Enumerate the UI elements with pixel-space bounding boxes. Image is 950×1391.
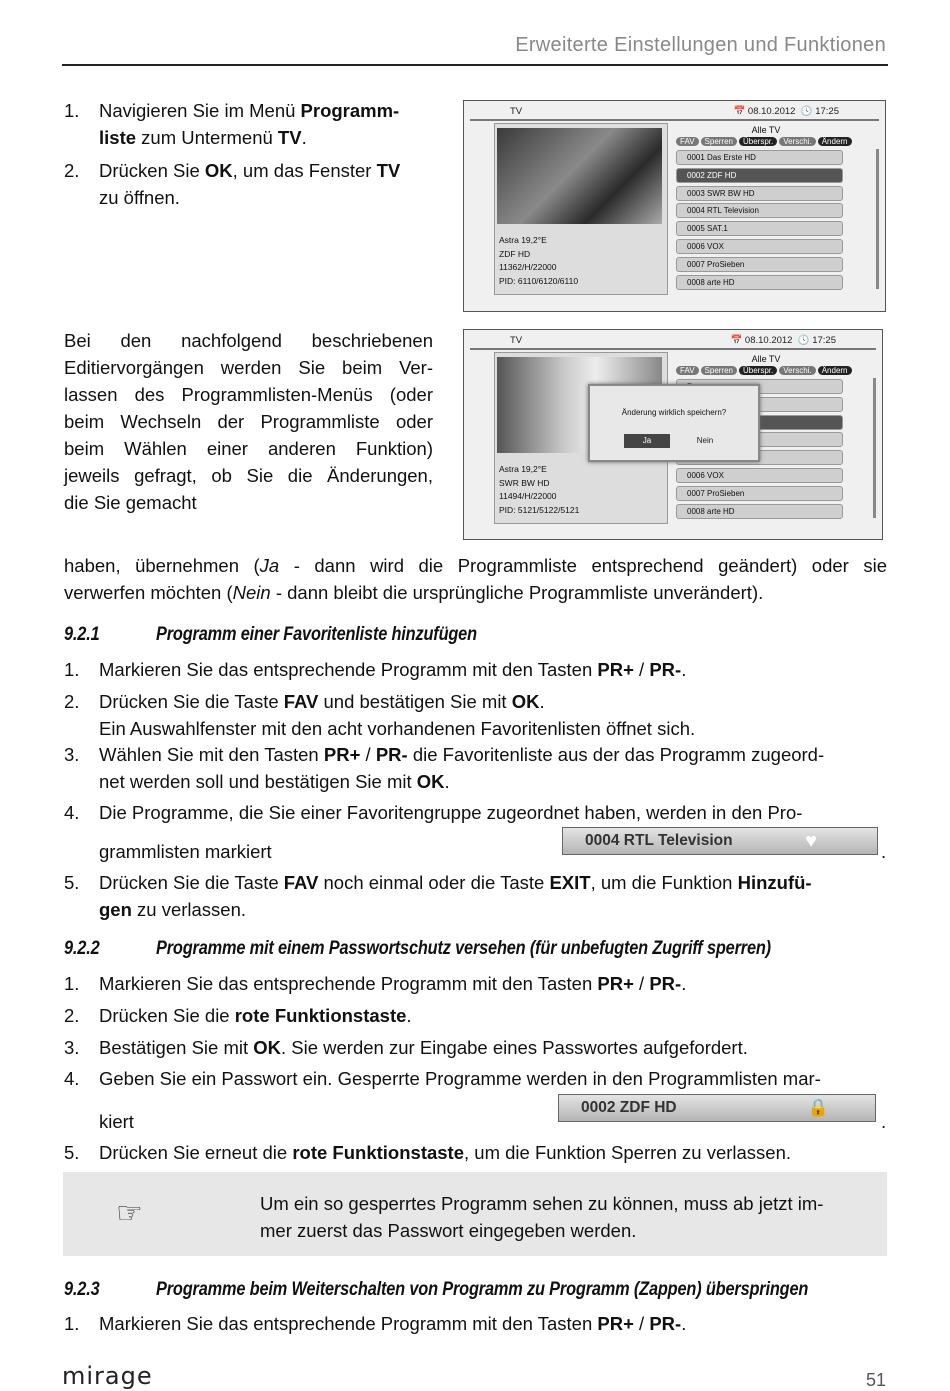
favorite-marked-channel-sample: 0004 RTL Television ♥ bbox=[562, 827, 878, 855]
edit-paragraph: Bei den nachfolgend beschriebenen Editiervorgängen werden Sie beim Ver- lassen des Programmlisten-Menüs (oder beim Wechseln der Programmliste oder beim Wählen einer anderen Funktion) jeweils gefragt, ob Sie die Änderungen, die Sie gemacht bbox=[64, 330, 433, 513]
mirage-logo: mirage bbox=[62, 1362, 153, 1390]
section-heading-9-2-2: 9.2.2 Programme mit einem Passwortschutz versehen (für unbefugten Zugriff sperren) bbox=[64, 938, 771, 959]
tv-screenshot-2: TV 📅 08.10.2012 🕓 17:25 Astra 19,2°E SWR BW HD 11494/H/22000 PID: 5121/5122/5121 Alle TV FAV Sperren Überspr. Verschi. Ändern 0006 VOX 0007 ProSieben 0008 arte HD Änderung wirklich speichern? Ja Nein bbox=[463, 329, 883, 540]
lock-icon: 🔒 bbox=[807, 1098, 829, 1117]
dialog-no-button: Nein bbox=[696, 436, 714, 445]
heart-icon: ♥ bbox=[805, 830, 817, 852]
step-number: 1. bbox=[64, 100, 80, 121]
intro-step-2: Drücken Sie OK, um das Fenster TV zu öffnen. bbox=[99, 160, 401, 208]
running-header: Erweiterte Einstellungen und Funktionen bbox=[515, 34, 886, 56]
dialog-yes-button: Ja bbox=[624, 434, 670, 448]
tv-screenshot-1: TV 📅 08.10.2012 🕓 17:25 Astra 19,2°E ZDF HD 11362/H/22000 PID: 6110/6120/6110 Alle TV FAV Sperren Überspr. Verschi. Ändern 0001 Das Erste HD 0002 ZDF HD 0003 SWR BW HD 0004 RTL Television 0005 SAT.1 0006 VOX 0007 ProSieben 0008 arte HD bbox=[463, 100, 886, 312]
pointing-hand-icon: ☞ bbox=[116, 1197, 143, 1230]
section-heading-9-2-3: 9.2.3 Programme beim Weiterschalten von Programm zu Programm (Zappen) überspringen bbox=[64, 1279, 809, 1300]
video-preview bbox=[497, 128, 662, 224]
note-text: Um ein so gesperrtes Programm sehen zu können, muss ab jetzt im- mer zuerst das Passwort eingegeben werden. bbox=[260, 1193, 824, 1241]
edit-paragraph-continued: haben, übernehmen (Ja - dann wird die Programmliste entsprechend geändert) oder sie verwerfen möchten (Nein - dann bleibt die ursprüngliche Programmliste unverändert). bbox=[64, 555, 887, 603]
section-heading-9-2-1: 9.2.1 Programm einer Favoritenliste hinzufügen bbox=[64, 624, 477, 645]
intro-step-1: Navigieren Sie im Menü Programm- liste zum Untermenü TV. bbox=[99, 100, 400, 148]
confirm-dialog: Änderung wirklich speichern? Ja Nein bbox=[588, 384, 760, 462]
header-rule bbox=[62, 64, 888, 66]
step-number: 2. bbox=[64, 160, 80, 181]
locked-channel-sample: 0002 ZDF HD 🔒 bbox=[558, 1094, 876, 1122]
page-number: 51 bbox=[865, 1370, 886, 1390]
